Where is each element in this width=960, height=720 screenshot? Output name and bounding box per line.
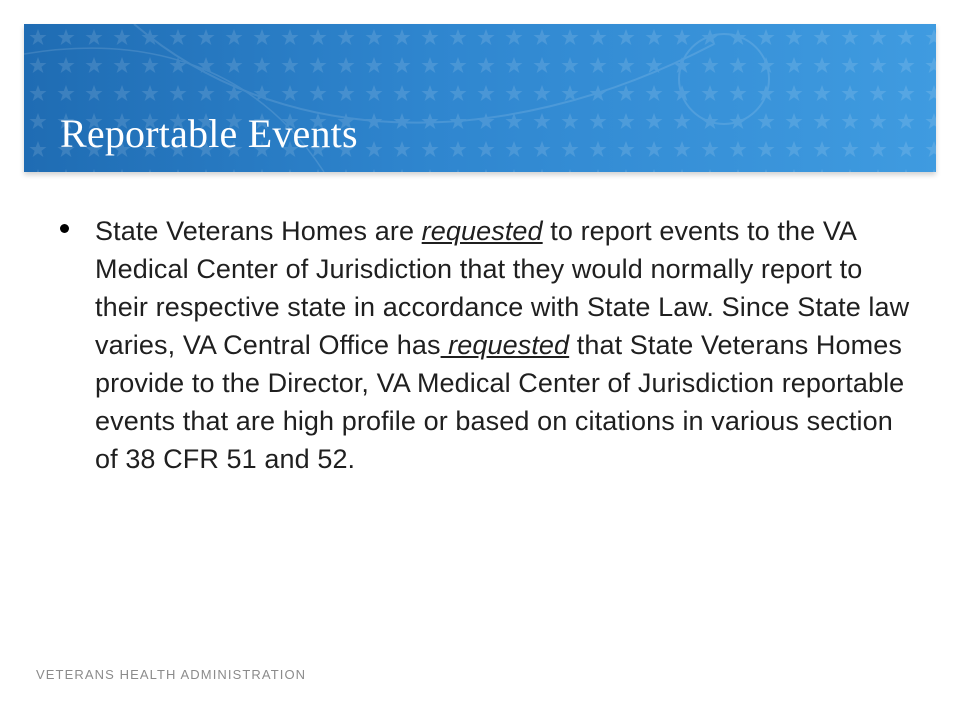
footer-label: VETERANS HEALTH ADMINISTRATION (36, 667, 307, 682)
bullet-text (95, 212, 910, 478)
emphasis-requested: requested (440, 330, 570, 360)
bullet-text-segment: State Veterans Homes are (95, 216, 422, 246)
bullet-dot-icon (60, 224, 69, 233)
title-banner (24, 24, 936, 172)
bullet-list (60, 212, 910, 478)
slide-title: Reportable Events (60, 111, 358, 156)
slide-content (60, 212, 910, 612)
bullet-item (60, 212, 910, 478)
bullet-text-segment: to report events to the VA Medical Center of Jurisdiction that they would normally report to their respective state in accordance with State Law. Since State law varies, VA Central Office has (95, 216, 910, 360)
bullet-text-segment: that State Veterans Homes provide to the Director, VA Medical Center of Jurisdiction reportable events that are high profile or based on citations in various section of 38 CFR 51 and 52. (95, 330, 905, 474)
emphasis-requested: requested (421, 216, 543, 246)
